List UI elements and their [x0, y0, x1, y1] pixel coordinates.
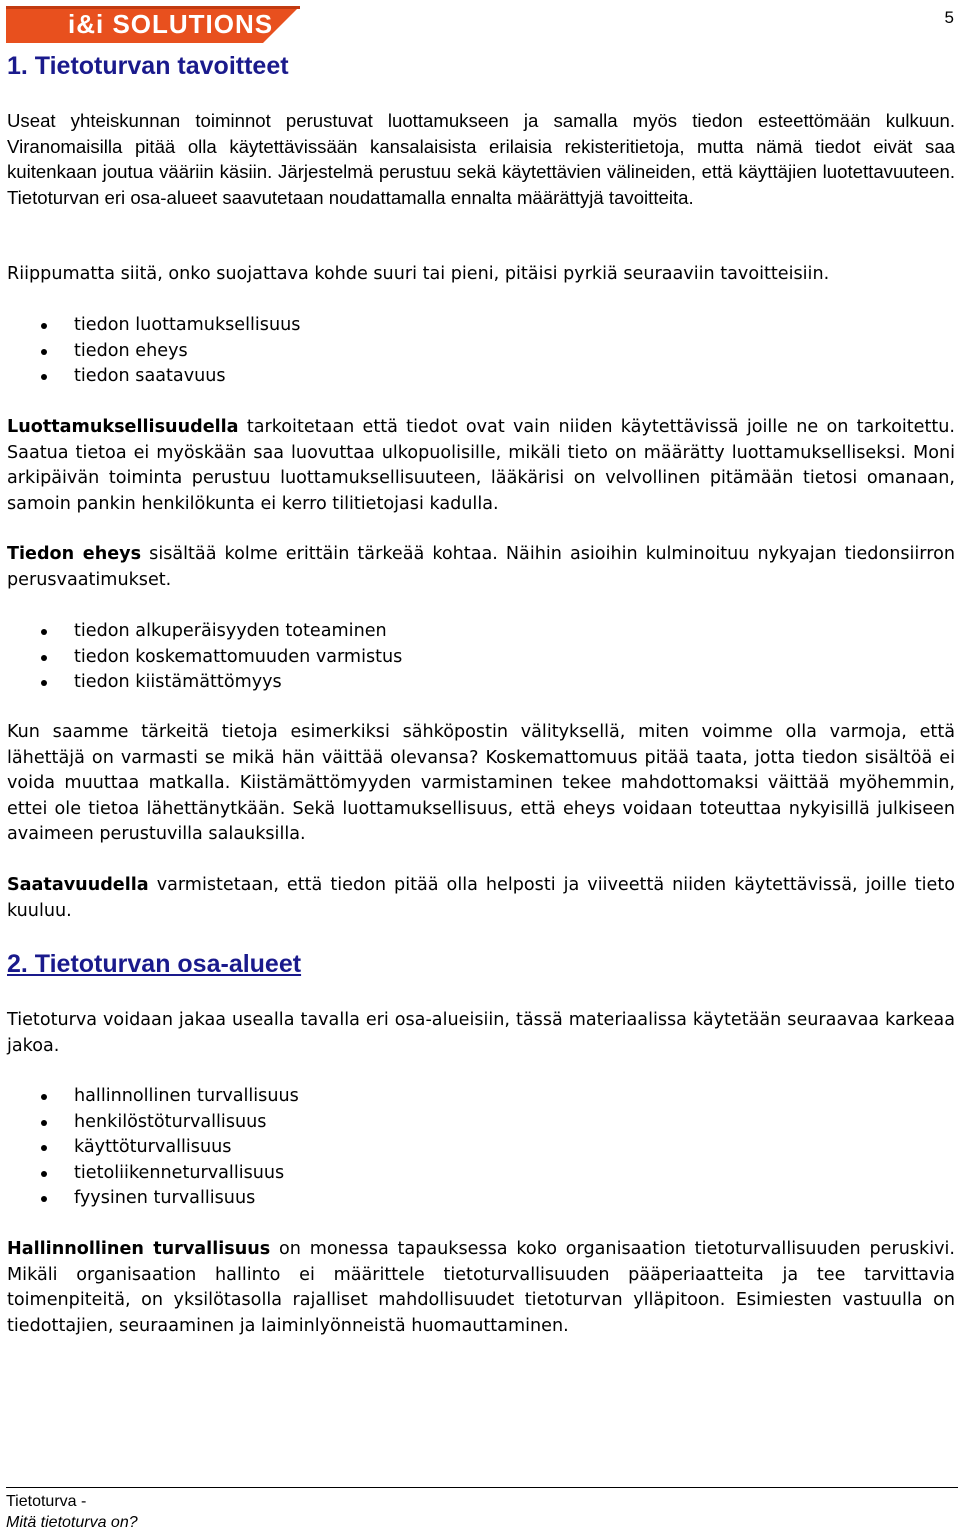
footer-divider: [6, 1487, 958, 1488]
list-item: tiedon saatavuus: [0, 364, 300, 390]
availability-text: varmistetaan, että tiedon pitää olla helposti ja viiveettä niiden käytettävissä, joille tieto kuuluu.: [7, 875, 955, 921]
footer-title: Tietoturva -: [6, 1493, 87, 1510]
page-number: 5: [944, 8, 954, 27]
administrative-text: on monessa tapauksessa koko organisaation tietoturvallisuuden peruskivi. Mikäli organisaation hallinto ei määrittele tietoturvallisuuden pääperiaatteita ja tee tarvittavia toimenpiteitä, on yksilötasolla rajalliset mahdollisuudet tietoturvan ylläpitoon. Esimiesten vastuulla on tiedottajien, seuraaminen ja laiminlyönneistä huomauttaminen.: [7, 1239, 955, 1336]
integrity-points-list: [0, 619, 402, 696]
company-logo: [6, 6, 300, 43]
availability-term: Saatavuudella: [7, 875, 149, 895]
logo-graphic: [6, 6, 300, 43]
integrity-explanation: Kun saamme tärkeitä tietoja esimerkiksi sähköpostin välityksellä, miten voimme olla varmoja, että lähettäjä on varmasti se mikä hän väittää olevansa? Koskemattomuus pitää taata, jotta tiedon sisältöä ei voida muuttaa matkalla. Kiistämättömyyden varmistaminen tekee mahdottomaksi väittää myöhemmin, ettei ole tietoa lähettänytkään. Sekä luottamuksellisuus, että eheys voidaan toteuttaa nykyisillä julkiseen avaimeen perustuvilla salauksilla.: [7, 722, 955, 845]
goals-lead: Riippumatta siitä, onko suojattava kohde suuri tai pieni, pitäisi pyrkiä seuraaviin tavoitteisiin.: [7, 264, 830, 284]
section-2-heading: 2. Tietoturvan osa-alueet: [7, 950, 302, 978]
integrity-paragraph: [7, 542, 955, 593]
integrity-text: sisältää kolme erittäin tärkeää kohtaa. Näihin asioihin kulminoituu nykyajan tiedonsiirron perusvaatimukset.: [7, 544, 955, 590]
list-item: tiedon luottamuksellisuus: [0, 313, 300, 339]
list-item: hallinnollinen turvallisuus: [0, 1084, 299, 1110]
list-item: käyttöturvallisuus: [0, 1135, 299, 1161]
section-1-heading: 1. Tietoturvan tavoitteet: [7, 52, 289, 80]
list-item: fyysinen turvallisuus: [0, 1186, 299, 1212]
list-item: tiedon alkuperäisyyden toteaminen: [0, 619, 402, 645]
goals-list: [0, 313, 300, 390]
confidentiality-term: Luottamuksellisuudella: [7, 417, 239, 437]
availability-paragraph: [7, 873, 955, 924]
administrative-term: Hallinnollinen turvallisuus: [7, 1239, 271, 1259]
section-2-intro: Tietoturva voidaan jakaa usealla tavalla eri osa-alueisiin, tässä materiaalissa käytetään seuraavaa karkeaa jakoa.: [7, 1010, 955, 1056]
confidentiality-paragraph: [7, 415, 955, 517]
list-item: henkilöstöturvallisuus: [0, 1110, 299, 1136]
list-item: tiedon kiistämättömyys: [0, 670, 402, 696]
list-item: tiedon koskemattomuuden varmistus: [0, 645, 402, 671]
administrative-paragraph: [7, 1237, 955, 1339]
list-item: tiedon eheys: [0, 339, 300, 365]
areas-list: [0, 1084, 299, 1212]
footer-subtitle: Mitä tietoturva on?: [6, 1514, 138, 1531]
section-1-intro: Useat yhteiskunnan toiminnot perustuvat luottamukseen ja samalla myös tiedon esteettömään kulkuun. Viranomaisilla pitää olla käytettävissään kansalaisista erilaisia rekisteritietoja, mutta nämä tiedot eivät saa kuitenkaan joutua vääriin käsiin. Järjestelmä perustuu sekä käytettävien välineiden, että käyttäjien luotettavuuteen. Tietoturvan eri osa-alueet saavutetaan noudattamalla ennalta määrättyjä tavoitteita.: [7, 110, 955, 208]
integrity-term: Tiedon eheys: [7, 544, 142, 564]
logo-text: i&i SOLUTIONS: [68, 9, 274, 39]
confidentiality-text: tarkoitetaan että tiedot ovat vain niiden käytettävissä joille ne on tarkoitettu. Saatua tietoa ei myöskään saa luovuttaa ulkopuolisille, mikäli tieto on määrätty luottamukselliseksi. Moni arkipäivän toiminta perustuu luottamuksellisuuteen, lääkärisi on velvollinen pitämään tietosi omanaan, samoin pankin henkilökunta ei kerro tilitietojasi kadulla.: [7, 417, 955, 514]
list-item: tietoliikenneturvallisuus: [0, 1161, 299, 1187]
